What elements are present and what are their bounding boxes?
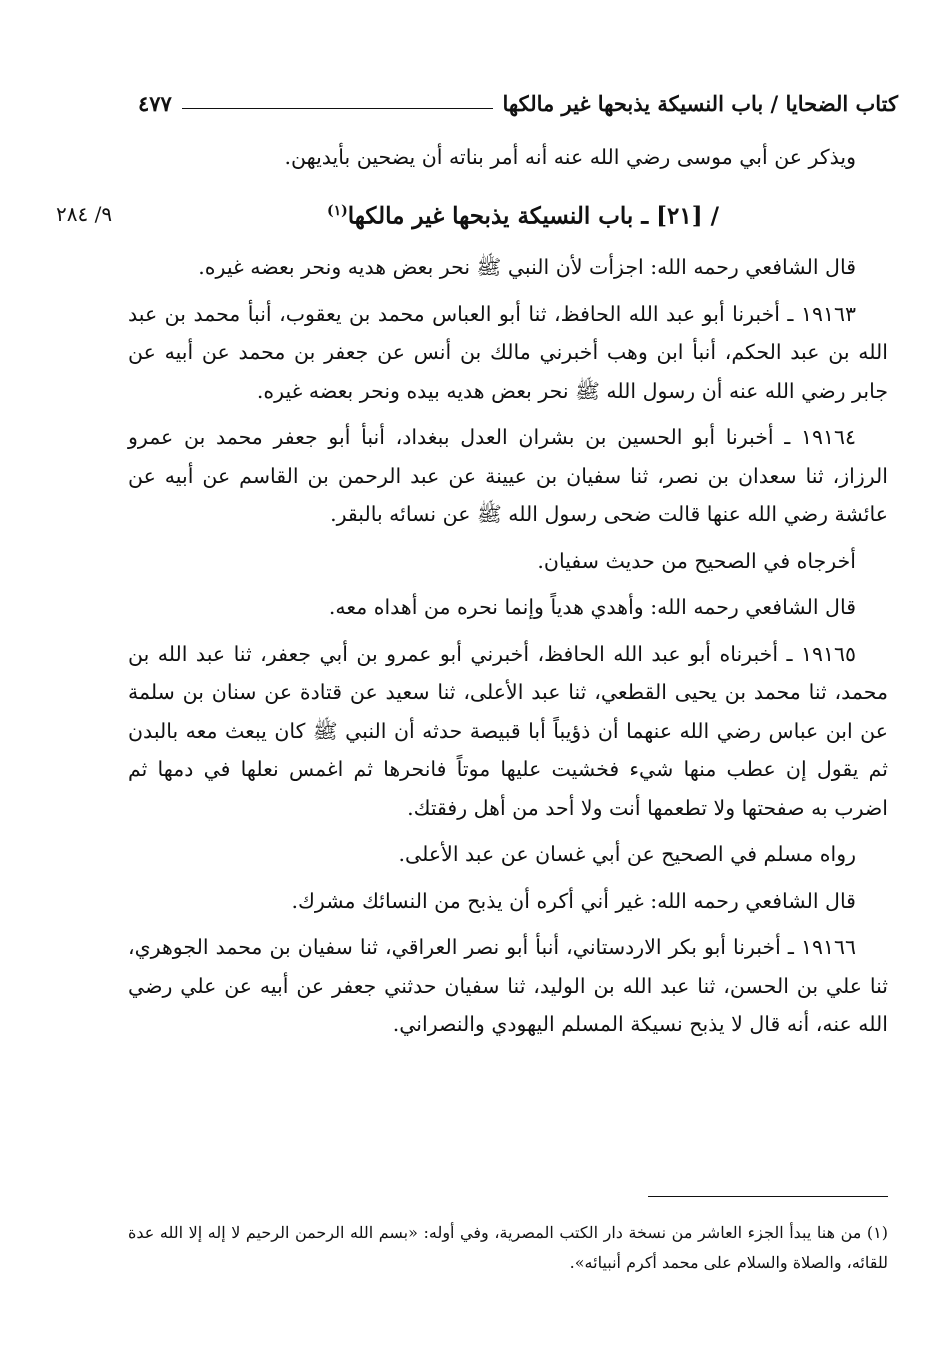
paragraph-shafii-3: قال الشافعي رحمه الله: غير أني أكره أن يذبح من النسائك مشرك. — [291, 888, 856, 913]
margin-reference: ٩/ ٢٨٤ — [56, 202, 113, 226]
hadith-19164: ١٩١٦٤ ـ أخبرنا أبو الحسين بن بشران العدل ببغداد، أنبأ أبو جعفر محمد بن عمرو الرزاز، ثنا سعدان بن نصر، ثنا سفيان بن عيينة عن عبد الرحمن بن القاسم عن أبيه عن عائشة رضي الله عنها قالت ضحى رسول الله ﷺ عن نسائه بالبقر. — [128, 425, 888, 527]
hadith-19166: ١٩١٦٦ ـ أخبرنا أبو بكر الاردستاني، أنبأ أبو نصر العراقي، ثنا سفيان بن محمد الجوهري، ثنا علي بن الحسن، ثنا عبد الله بن الوليد، ثنا سفيان حدثني جعفر عن أبيه عن علي رضي الله عنه، أنه قال لا يذبح نسيكة المسلم اليهودي والنصراني. — [128, 935, 888, 1037]
footnote-separator — [648, 1196, 888, 1197]
section-heading — [128, 189, 888, 239]
page-number: ٤٧٧ — [138, 91, 172, 116]
header-rule — [182, 108, 493, 109]
takhrij-1: أخرجاه في الصحيح من حديث سفيان. — [537, 548, 856, 573]
paragraph-shafii-2: قال الشافعي رحمه الله: وأهدي هدياً وإنما نحره من أهداه معه. — [328, 595, 856, 620]
running-header — [138, 82, 898, 116]
takhrij-2: رواه مسلم في الصحيح عن أبي غسان عن عبد الأعلى. — [398, 842, 856, 867]
footnote: (١) من هنا يبدأ الجزء العاشر من نسخة دار الكتب المصرية، وفي أوله: «بسم الله الرحمن الرحيم لا إله إلا الله عدة للقائه، والصلاة والسلام على محمد أكرم أنبيائه». — [128, 1223, 888, 1272]
paragraph-intro: ويذكر عن أبي موسى رضي الله عنه أنه أمر بناته أن يضحين بأيديهن. — [284, 145, 856, 169]
hadith-19165: ١٩١٦٥ ـ أخبرناه أبو عبد الله الحافظ، أخبرني أبو عمرو بن أبي جعفر، ثنا عبد الله بن محمد، ثنا محمد بن يحيى القطعي، ثنا عبد الأعلى، ثنا سعيد عن قتادة عن سنان بن سلمة عن ابن عباس رضي الله عنهما أن ذؤيباً أبا قبيصة حدثه أن النبي ﷺ كان يبعث معه بالبدن ثم يقول إن عطب منها شيء فخشيت عليها موتاً فانحرها ثم اغمس نعلها في دمها ثم اضرب به صفحتها ولا تطعمها أنت ولا أحد من أهل رفقتك. — [128, 641, 888, 820]
paragraph-shafii-1: قال الشافعي رحمه الله: اجزأت لأن النبي ﷺ نحر بعض هديه ونحر بعضه غيره. — [198, 255, 856, 280]
footnote-marker: (١) — [327, 202, 348, 219]
body-text — [128, 138, 888, 1044]
running-header-title: كتاب الضحايا / باب النسيكة يذبحها غير مالكها — [502, 91, 898, 116]
hadith-19163: ١٩١٦٣ ـ أخبرنا أبو عبد الله الحافظ، ثنا أبو العباس محمد بن يعقوب، أنبأ محمد بن عبد الله بن عبد الحكم، أنبأ ابن وهب أخبرني مالك بن أنس عن جعفر بن محمد عن أبيه عن جابر رضي الله عنه أن رسول الله ﷺ نحر بعض هديه بيده ونحر بعضه غيره. — [128, 301, 888, 403]
section-heading-text: / [٢١] ـ باب النسيكة يذبحها غير مالكها — [347, 202, 719, 230]
